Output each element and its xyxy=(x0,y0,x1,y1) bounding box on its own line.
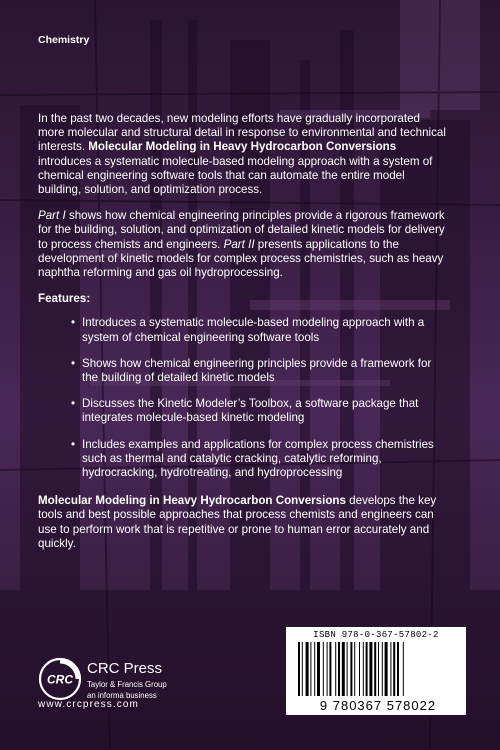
feature-item xyxy=(71,316,448,344)
closing-paragraph xyxy=(38,494,448,551)
feature-item xyxy=(71,397,448,425)
bullet-icon: • xyxy=(71,437,76,451)
bullet-icon: • xyxy=(71,356,76,370)
intro-p2-mid: shows how chemical engineering principles provide a rigorous framework for the building, solution, and optimization of detailed kinetic models for delivery to process chemists and engineers. xyxy=(38,209,445,251)
intro-p1-lead: In the past two decades, new modeling efforts have gradually incorporated more molecular and structural detail in response to environmental and technical interests. xyxy=(38,112,446,154)
closing-text: develops the key tools and best possible approaches that process chemists and engineers can use to perform work that is repetitive or prone to human error accurately and quickly. xyxy=(38,494,437,550)
barcode-number: 9 780367 578022 xyxy=(319,698,437,713)
feature-text: Discusses the Kinetic Modeler’s Toolbox, a software package that integrates molecule-based kinetic modeling xyxy=(82,397,419,425)
category-label: Chemistry xyxy=(38,34,90,46)
intro-paragraph-1 xyxy=(38,112,448,197)
bullet-icon: • xyxy=(71,397,76,411)
part-1-label: Part I xyxy=(38,209,66,223)
bullet-icon: • xyxy=(71,316,76,330)
publisher-name: CRC Press xyxy=(87,660,163,677)
book-title-closing: Molecular Modeling in Heavy Hydrocarbon Conversions xyxy=(38,494,346,508)
publisher-group: Taylor & Francis Group xyxy=(87,680,167,689)
crc-logo-text: CRC xyxy=(47,672,73,687)
intro-p2-tail: presents applications to the development of kinetic models for complex process chemistries, such as heavy naphtha reforming and gas oil hydroprocessing. xyxy=(38,237,444,280)
description-block xyxy=(38,112,448,563)
part-2-label: Part II xyxy=(223,237,255,251)
book-title-inline: Molecular Modeling in Heavy Hydrocarbon Conversions xyxy=(88,140,397,154)
feature-item xyxy=(71,357,448,385)
isbn-text: ISBN 978-0-367-57802-2 xyxy=(313,630,439,640)
crc-logo-icon xyxy=(38,657,82,701)
intro-paragraph-2 xyxy=(38,209,448,280)
features-list xyxy=(38,316,448,480)
intro-p1-tail: introduces a systematic molecule-based modeling approach with a system of chemical engineering software tools that can automate the entire model building, solution, and optimization process. xyxy=(38,154,433,197)
publisher-website: www.crcpress.com xyxy=(38,699,139,710)
feature-item xyxy=(71,438,448,481)
isbn-barcode xyxy=(286,627,466,715)
feature-text: Shows how chemical engineering principles provide a framework for the building of detailed kinetic models xyxy=(82,356,432,385)
publisher-tagline: an informa business xyxy=(87,691,157,700)
features-heading: Features: xyxy=(38,292,91,306)
feature-text: Includes examples and applications for complex process chemistries such as thermal and catalytic cracking, catalytic reforming, hydrocracking, hydrotreating, and hydroprocessing xyxy=(82,437,434,480)
barcode-bars xyxy=(296,642,456,698)
feature-text: Introduces a systematic molecule-based modeling approach with a system of chemical engineering software tools xyxy=(82,316,425,344)
